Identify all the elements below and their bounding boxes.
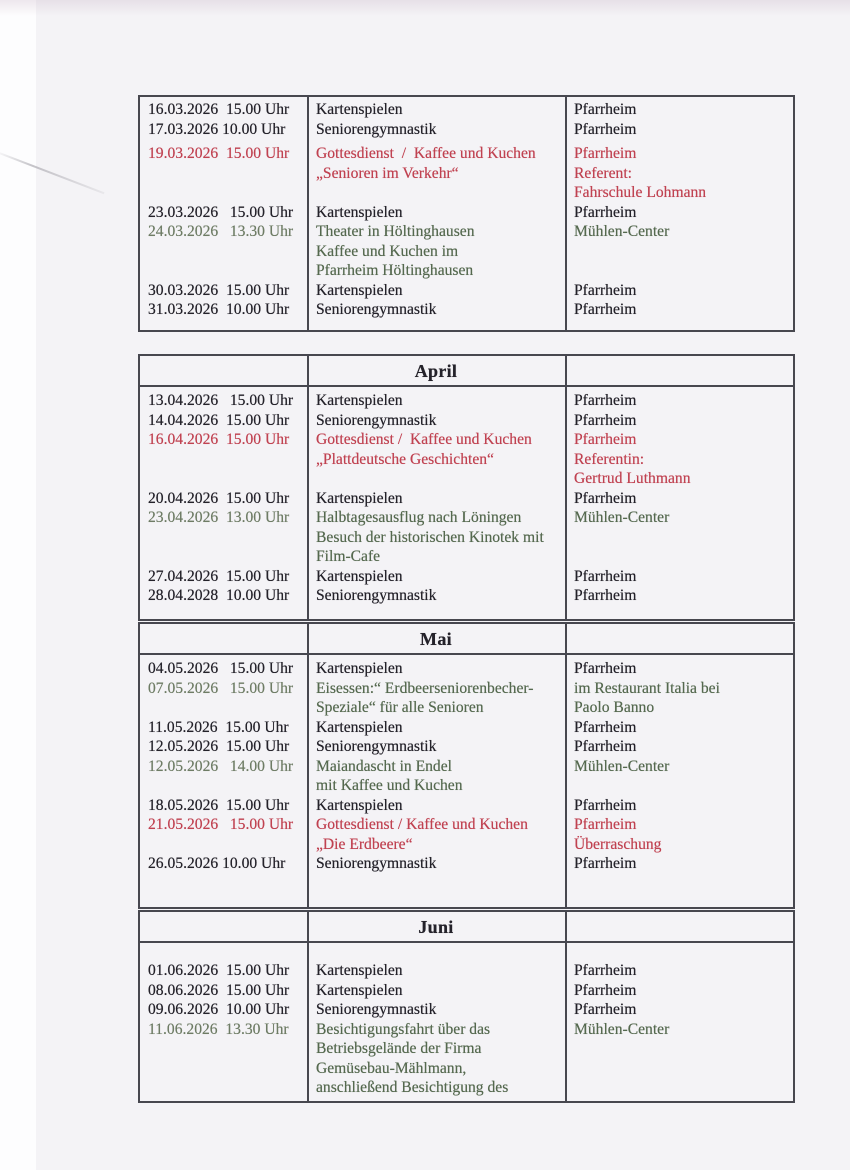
column-divider — [307, 624, 309, 907]
event-location: Pfarrheim — [574, 431, 637, 448]
event-activity: Eisessen:“ Erdbeerseniorenbecher- — [316, 679, 534, 697]
event-line — [140, 547, 793, 567]
month-title: Juni — [418, 917, 454, 937]
event-line — [140, 120, 793, 140]
event-activity: Seniorengymnastik — [316, 738, 437, 755]
event-line — [140, 718, 793, 738]
event-activity: Theater in Höltinghausen — [316, 223, 475, 240]
event-line — [140, 1020, 793, 1040]
schedule-table-mai — [138, 622, 795, 909]
event-date — [140, 1039, 308, 1059]
event-activity — [308, 183, 566, 203]
event-activity: Kartenspielen — [316, 718, 403, 736]
month-header — [140, 912, 793, 943]
event-location: Pfarrheim — [574, 718, 637, 736]
event-line — [140, 1059, 793, 1079]
month-title: Mai — [420, 629, 452, 649]
event-location: Pfarrheim — [574, 411, 637, 429]
column-divider — [307, 97, 309, 330]
event-activity: Maiandascht in Endel — [316, 757, 452, 775]
event-activity — [308, 469, 566, 489]
event-location: Pfarrheim — [574, 281, 637, 299]
schedule-table-juni — [138, 910, 795, 1103]
month-header — [140, 356, 793, 387]
event-location: Mühlen-Center — [574, 757, 670, 775]
event-activity: Seniorengymnastik — [316, 1001, 437, 1018]
event-line — [140, 796, 793, 816]
event-activity: Gottesdienst / Kaffee und Kuchen — [316, 816, 528, 833]
event-activity: Halbtagesausflug nach Löningen — [316, 509, 522, 526]
event-line — [140, 222, 793, 242]
event-activity: Besuch der historischen Kinotek mit — [316, 528, 544, 546]
event-location: Pfarrheim — [574, 392, 637, 409]
event-activity: „Die Erdbeere“ — [316, 835, 413, 853]
event-date — [140, 469, 308, 489]
event-activity: Seniorengymnastik — [316, 587, 437, 604]
event-location — [566, 776, 793, 796]
event-line — [140, 815, 793, 835]
event-date: 19.03.2026 15.00 Uhr — [148, 145, 290, 162]
event-line — [140, 144, 793, 164]
event-location: Mühlen-Center — [574, 1020, 670, 1038]
event-line — [140, 776, 793, 796]
event-line — [140, 300, 793, 320]
event-location: Paolo Banno — [574, 699, 655, 716]
event-date: 26.05.2026 10.00 Uhr — [148, 855, 286, 872]
event-activity: Kartenspielen — [316, 962, 403, 979]
event-line — [140, 242, 793, 262]
event-location: Pfarrheim — [574, 738, 637, 755]
event-activity: Gottesdienst / Kaffee und Kuchen — [316, 145, 536, 162]
event-date: 20.04.2026 15.00 Uhr — [148, 489, 290, 507]
event-activity: Pfarrheim Höltinghausen — [316, 262, 474, 279]
column-divider — [565, 624, 567, 907]
event-location — [566, 261, 793, 281]
month-header — [140, 624, 793, 655]
scan-top-shadow — [0, 0, 850, 16]
event-activity: Kartenspielen — [316, 660, 403, 677]
event-activity: Kartenspielen — [316, 489, 403, 507]
event-line — [140, 203, 793, 223]
scan-edge-strip — [0, 0, 36, 1170]
event-location: Mühlen-Center — [574, 223, 670, 240]
event-line — [140, 1078, 793, 1098]
event-line — [140, 586, 793, 606]
event-date: 24.03.2026 13.30 Uhr — [148, 223, 294, 240]
column-divider — [565, 356, 567, 619]
event-line — [140, 489, 793, 509]
event-location: Gertrud Luthmann — [574, 470, 691, 487]
event-activity: Speziale“ für alle Senioren — [316, 699, 484, 716]
event-date — [140, 776, 308, 796]
event-location: Pfarrheim — [574, 567, 637, 585]
event-date: 23.04.2026 13.00 Uhr — [148, 509, 290, 526]
event-date: 16.04.2026 15.00 Uhr — [148, 431, 290, 448]
event-activity: Betriebsgelände der Firma — [316, 1040, 482, 1057]
event-date: 27.04.2026 15.00 Uhr — [148, 567, 290, 585]
event-activity: Gemüsebau-Mählmann, — [316, 1059, 467, 1077]
event-date — [140, 183, 308, 203]
event-activity: Seniorengymnastik — [316, 411, 437, 429]
table-body — [140, 387, 793, 606]
event-line — [140, 981, 793, 1001]
event-location: Pfarrheim — [574, 301, 637, 318]
event-location: Pfarrheim — [574, 796, 637, 814]
event-location — [566, 1039, 793, 1059]
event-location: Überraschung — [574, 835, 662, 853]
event-date — [140, 698, 308, 718]
event-location: Pfarrheim — [574, 1001, 637, 1018]
event-location: Pfarrheim — [574, 816, 637, 833]
event-location: Referentin: — [574, 450, 645, 468]
month-title: April — [414, 361, 458, 381]
event-date: 31.03.2026 10.00 Uhr — [148, 301, 290, 318]
event-activity: Kartenspielen — [316, 392, 403, 409]
event-activity: Seniorengymnastik — [316, 120, 437, 138]
event-location: Pfarrheim — [574, 962, 637, 979]
event-date: 21.05.2026 15.00 Uhr — [148, 816, 294, 833]
event-line — [140, 100, 793, 120]
event-date: 16.03.2026 15.00 Uhr — [148, 101, 290, 118]
event-location: Pfarrheim — [574, 587, 637, 604]
event-location: im Restaurant Italia bei — [574, 679, 720, 697]
event-activity: Kartenspielen — [316, 101, 403, 118]
event-activity: Kartenspielen — [316, 567, 403, 585]
event-activity: Kartenspielen — [316, 281, 403, 299]
event-line — [140, 1000, 793, 1020]
event-location: Pfarrheim — [574, 489, 637, 507]
event-date — [140, 528, 308, 548]
event-line — [140, 737, 793, 757]
event-activity: Besichtigungsfahrt über das — [316, 1020, 491, 1038]
event-line — [140, 164, 793, 184]
event-activity: anschließend Besichtigung des — [316, 1079, 509, 1096]
event-line — [140, 261, 793, 281]
event-date: 17.03.2026 10.00 Uhr — [148, 120, 286, 138]
event-line — [140, 281, 793, 301]
event-date: 11.06.2026 13.30 Uhr — [148, 1020, 289, 1038]
event-location — [566, 242, 793, 262]
event-line — [140, 961, 793, 981]
event-location — [566, 1078, 793, 1098]
event-activity: Kartenspielen — [316, 981, 403, 999]
event-date — [140, 261, 308, 281]
event-date: 23.03.2026 15.00 Uhr — [148, 203, 294, 221]
event-location — [566, 1059, 793, 1079]
event-location: Pfarrheim — [574, 145, 637, 162]
event-line — [140, 430, 793, 450]
event-location: Pfarrheim — [574, 660, 637, 677]
column-divider — [565, 97, 567, 330]
event-date: 14.04.2026 15.00 Uhr — [148, 411, 290, 429]
table-body — [140, 943, 793, 1098]
event-line — [140, 1039, 793, 1059]
event-location: Pfarrheim — [574, 981, 637, 999]
event-activity: Seniorengymnastik — [316, 855, 437, 872]
event-location: Pfarrheim — [574, 203, 637, 221]
event-location: Pfarrheim — [574, 855, 637, 872]
event-date — [140, 450, 308, 470]
event-line — [140, 450, 793, 470]
event-date — [140, 1078, 308, 1098]
column-divider — [307, 356, 309, 619]
event-activity: „Senioren im Verkehr“ — [316, 164, 459, 182]
event-line — [140, 391, 793, 411]
event-line — [140, 469, 793, 489]
event-location: Fahrschule Lohmann — [574, 184, 707, 201]
event-date: 04.05.2026 15.00 Uhr — [148, 660, 294, 677]
event-date: 08.06.2026 15.00 Uhr — [148, 981, 290, 999]
event-line — [140, 835, 793, 855]
event-line — [140, 659, 793, 679]
event-date: 30.03.2026 15.00 Uhr — [148, 281, 290, 299]
event-date: 13.04.2026 15.00 Uhr — [148, 392, 294, 409]
event-date: 12.05.2026 15.00 Uhr — [148, 738, 290, 755]
event-line — [140, 567, 793, 587]
event-activity: Gottesdienst / Kaffee und Kuchen — [316, 431, 532, 448]
event-date: 18.05.2026 15.00 Uhr — [148, 796, 290, 814]
event-line — [140, 757, 793, 777]
event-activity: Film-Cafe — [316, 548, 381, 565]
event-activity: „Plattdeutsche Geschichten“ — [316, 450, 494, 468]
event-location — [566, 547, 793, 567]
event-date — [140, 835, 308, 855]
event-line — [140, 854, 793, 874]
event-activity: mit Kaffee und Kuchen — [316, 777, 463, 794]
event-line — [140, 183, 793, 203]
event-date: 09.06.2026 10.00 Uhr — [148, 1001, 290, 1018]
event-line — [140, 508, 793, 528]
event-location: Referent: — [574, 164, 633, 182]
table-body — [140, 97, 793, 320]
event-date: 11.05.2026 15.00 Uhr — [148, 718, 289, 736]
event-activity: Seniorengymnastik — [316, 301, 437, 318]
event-date — [140, 164, 308, 184]
event-activity: Kartenspielen — [316, 203, 403, 221]
event-date — [140, 547, 308, 567]
event-line — [140, 528, 793, 548]
event-line — [140, 679, 793, 699]
event-location: Pfarrheim — [574, 101, 637, 118]
schedule-table-april — [138, 354, 795, 621]
schedule-table-maerz — [138, 95, 795, 332]
event-date: 07.05.2026 15.00 Uhr — [148, 679, 294, 697]
event-line — [140, 698, 793, 718]
event-location: Pfarrheim — [574, 120, 637, 138]
event-activity: Kaffee und Kuchen im — [316, 242, 459, 260]
event-date: 12.05.2026 14.00 Uhr — [148, 757, 294, 775]
event-date — [140, 242, 308, 262]
event-date — [140, 1059, 308, 1079]
event-activity: Kartenspielen — [316, 796, 403, 814]
event-location — [566, 528, 793, 548]
event-date: 28.04.2028 10.00 Uhr — [148, 587, 290, 604]
event-date: 01.06.2026 15.00 Uhr — [148, 962, 290, 979]
event-line — [140, 411, 793, 431]
event-location: Mühlen-Center — [574, 509, 670, 526]
table-body — [140, 655, 793, 874]
